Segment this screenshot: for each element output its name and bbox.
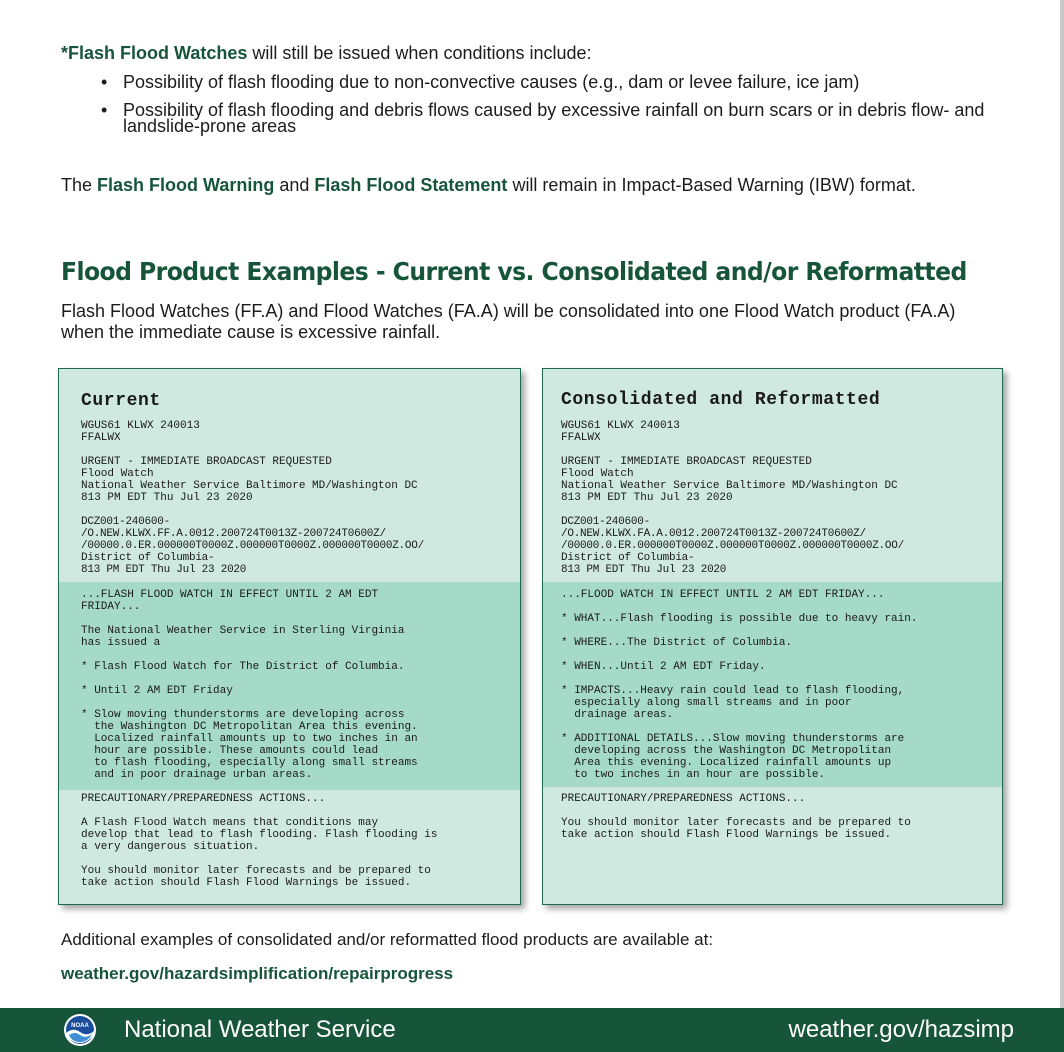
- current-product-panel: [58, 368, 521, 905]
- intro-text: [61, 43, 592, 64]
- consolidated-headline: ...FLOOD WATCH IN EFFECT UNTIL 2 AM EDT FRIDAY...: [561, 589, 885, 601]
- consolidated-panel-title: Consolidated and Reformatted: [561, 390, 881, 410]
- additional-examples-link[interactable]: weather.gov/hazardsimplification/repairprogress: [61, 964, 454, 983]
- current-panel-title: Current: [81, 391, 161, 411]
- consolidated-when: * WHEN...Until 2 AM EDT Friday.: [561, 661, 766, 673]
- ibw-statement-term: Flash Flood Statement: [314, 175, 508, 195]
- current-issued: The National Weather Service in Sterling Virginia has issued a: [81, 625, 405, 649]
- consolidated-product-panel: [542, 368, 1003, 905]
- current-bullet-watch: * Flash Flood Watch for The District of Columbia.: [81, 661, 405, 673]
- list-item: • Possibility of flash flooding due to non-convective causes (e.g., dam or levee failure, ice jam): [61, 74, 1011, 90]
- footer-bar: [0, 1008, 1064, 1052]
- noaa-logo-icon: [63, 1013, 97, 1047]
- current-vtec: DCZ001-240600- /O.NEW.KLWX.FF.A.0012.200724T0013Z-200724T0600Z/ /00000.0.ER.000000T0000Z.000000T0000Z.000000T0000Z.OO/ District of Columbia- 813 PM EDT Thu Jul 23 2020: [81, 516, 424, 576]
- conditions-list: [61, 74, 1011, 146]
- ibw-warning-term: Flash Flood Warning: [97, 175, 275, 195]
- current-precaution-2: You should monitor later forecasts and be prepared to take action should Flash Flood Warnings be issued.: [81, 865, 431, 889]
- consolidated-precaution-1: You should monitor later forecasts and be prepared to take action should Flash Flood Warnings be issued.: [561, 817, 911, 841]
- list-item: • Possibility of flash flooding and debris flows caused by excessive rainfall on burn scars or in debris flow- and landslide-prone areas: [61, 102, 1011, 134]
- ibw-and: and: [274, 175, 315, 195]
- current-precaution-heading: PRECAUTIONARY/PREPAREDNESS ACTIONS...: [81, 793, 326, 805]
- intro-rest: will still be issued when conditions include:: [247, 43, 592, 63]
- additional-examples-text: Additional examples of consolidated and/or reformatted flood products are available at:: [61, 930, 714, 949]
- current-bullet-details: * Slow moving thunderstorms are developing across the Washington DC Metropolitan Area this evening. Localized rainfall amounts up to two inches in an hour are possible. These amounts could lead to flash flooding, especially along small streams and in poor drainage urban areas.: [81, 709, 418, 781]
- current-precaution-1: A Flash Flood Watch means that conditions may develop that lead to flash flooding. Flash flooding is a very dangerous situation.: [81, 817, 438, 853]
- consolidated-what: * WHAT...Flash flooding is possible due to heavy rain.: [561, 613, 918, 625]
- current-bullet-until: * Until 2 AM EDT Friday: [81, 685, 233, 697]
- consolidated-where: * WHERE...The District of Columbia.: [561, 637, 793, 649]
- page-right-border: [1060, 0, 1064, 1008]
- footer-org-name: National Weather Service: [124, 1016, 396, 1043]
- current-header: WGUS61 KLWX 240013 FFALWX: [81, 420, 200, 444]
- consolidated-vtec: DCZ001-240600- /O.NEW.KLWX.FA.A.0012.200724T0013Z-200724T0600Z/ /00000.0.ER.000000T0000Z.000000T0000Z.000000T0000Z.OO/ District of Columbia- 813 PM EDT Thu Jul 23 2020: [561, 516, 904, 576]
- intro-term: Flash Flood Watches: [68, 43, 248, 63]
- consolidated-urgent: URGENT - IMMEDIATE BROADCAST REQUESTED Flood Watch National Weather Service Baltimore MD/Washington DC 813 PM EDT Thu Jul 23 2020: [561, 456, 898, 504]
- section-title: Flood Product Examples - Current vs. Consolidated and/or Reformatted: [61, 257, 967, 286]
- current-urgent: URGENT - IMMEDIATE BROADCAST REQUESTED Flood Watch National Weather Service Baltimore MD/Washington DC 813 PM EDT Thu Jul 23 2020: [81, 456, 418, 504]
- consolidated-header: WGUS61 KLWX 240013 FFALWX: [561, 420, 680, 444]
- noaa-logo-text: NOAA: [71, 1023, 89, 1029]
- ibw-the: The: [61, 175, 98, 195]
- intro-asterisk: *: [61, 43, 69, 63]
- consolidate-text: Flash Flood Watches (FF.A) and Flood Watches (FA.A) will be consolidated into one Flood Watch product (FA.A) when the immediate cause is excessive rainfall.: [61, 301, 956, 342]
- current-headline: ...FLASH FLOOD WATCH IN EFFECT UNTIL 2 AM EDT FRIDAY...: [81, 589, 379, 613]
- consolidated-impacts: * IMPACTS...Heavy rain could lead to flash flooding, especially along small streams and in poor drainage areas.: [561, 685, 905, 721]
- ibw-text: [61, 176, 961, 195]
- ibw-rest: will remain in Impact-Based Warning (IBW) format.: [507, 175, 916, 195]
- consolidated-precaution-heading: PRECAUTIONARY/PREPAREDNESS ACTIONS...: [561, 793, 806, 805]
- consolidated-additional-details: * ADDITIONAL DETAILS...Slow moving thunderstorms are developing across the Washington DC Metropolitan Area this evening. Localized rainfall amounts up to two inches in an hour are possible.: [561, 733, 905, 781]
- footer-link[interactable]: weather.gov/hazsimp: [788, 1016, 1014, 1043]
